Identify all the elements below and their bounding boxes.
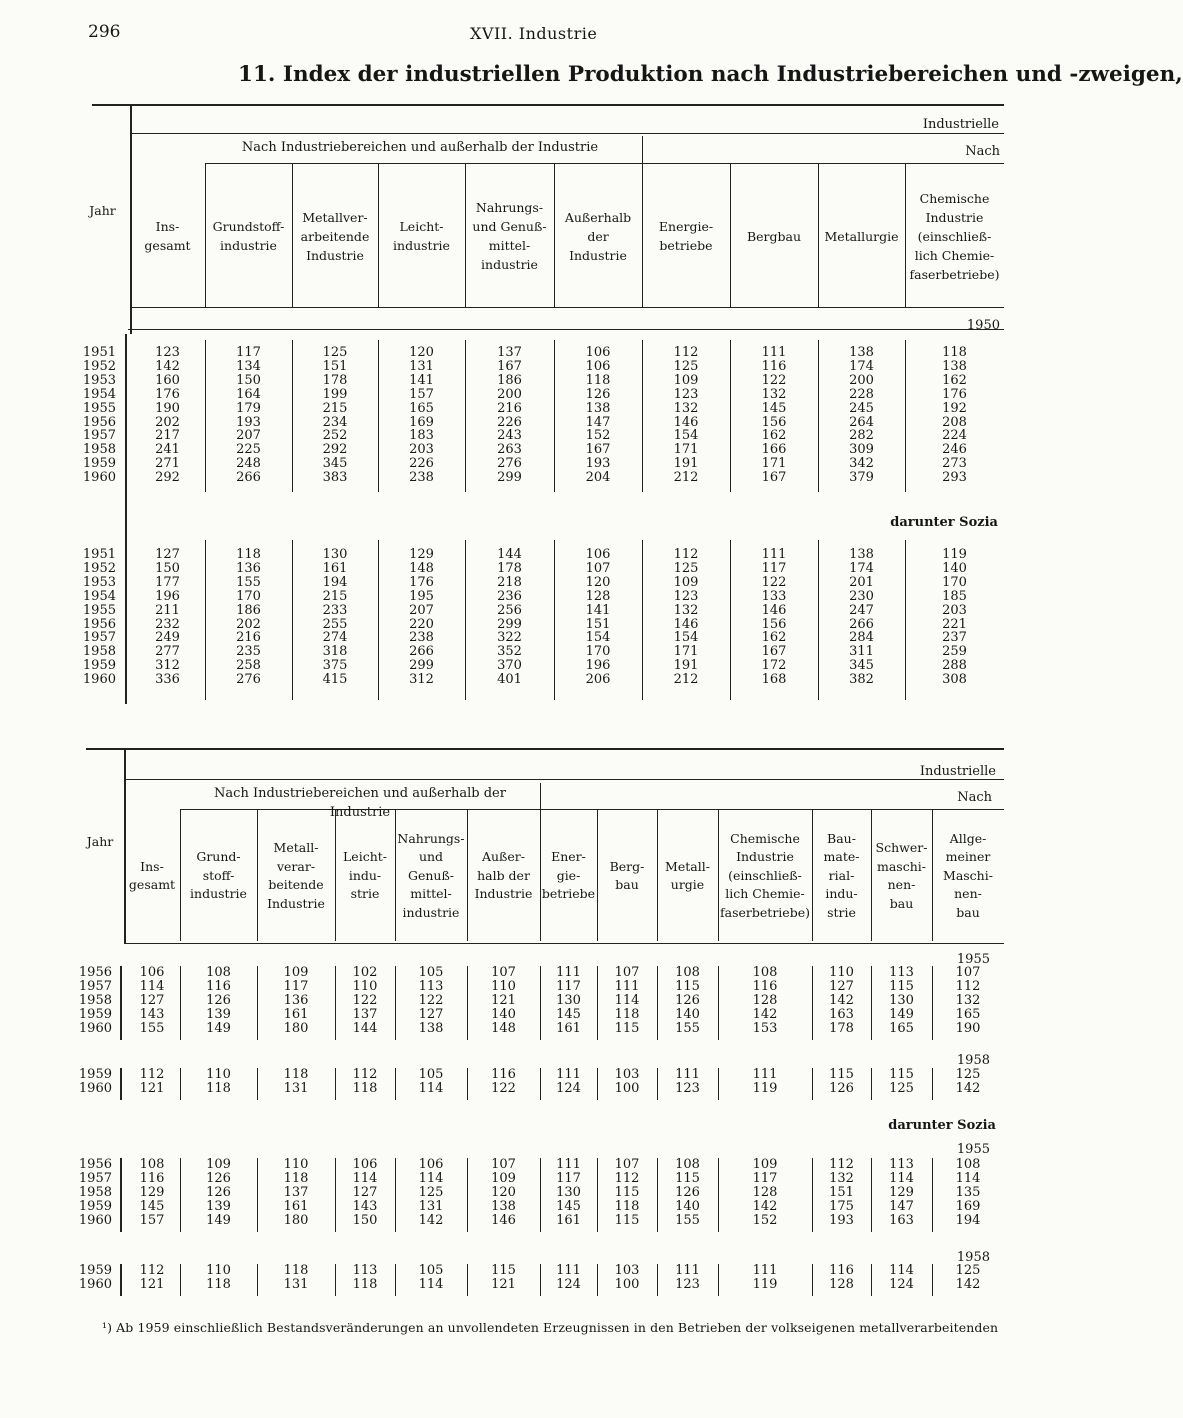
data-column: 111 117 130 145 161: [556, 1157, 581, 1228]
col-header: Leicht- industrie: [393, 219, 450, 253]
column-rule: [812, 809, 813, 941]
column-rule: [871, 809, 872, 941]
sub-label-sozia-2: darunter Sozia: [888, 1118, 996, 1133]
data-column: 111 119: [752, 1263, 778, 1292]
header-group-left: Nach Industriebereichen und außerhalb der Industrie: [241, 140, 599, 155]
column-rule: [120, 1158, 122, 1232]
data-column: 103 100: [614, 1067, 640, 1096]
data-column: 109 117 136 161 180: [283, 965, 309, 1036]
column-rule: [642, 136, 643, 307]
footnote: ¹) Ab 1959 einschließlich Bestandsveränderungen an unvollendeten Erzeugnissen in den Betrieben der volkseigenen metallverarbeitenden: [102, 1320, 999, 1335]
column-rule: [292, 163, 293, 307]
data-column: 109 117 128 142 152: [752, 1157, 778, 1228]
col-header: Außer- halb der Industrie: [474, 849, 533, 902]
data-column: 107 111 114 118 115: [614, 965, 640, 1036]
column-rule: [257, 809, 258, 941]
data-column: 111 124: [556, 1067, 581, 1096]
data-column: 119 140 170 185 203 221 237 259 288 308: [942, 547, 967, 688]
data-column: 127 150 177 196 211 232 249 277 312 336: [155, 547, 180, 688]
page-number: 296: [88, 22, 121, 42]
column-rule: [395, 809, 396, 941]
column-rule: [205, 163, 206, 307]
col-header: Schwer- maschi- nen- bau: [875, 840, 928, 911]
data-column: 118 131: [283, 1263, 309, 1292]
data-column: 116 128: [829, 1263, 854, 1292]
data-column: 120 131 141 157 165 169 183 203 226 238: [409, 345, 434, 486]
data-column: 106 114 125 131 142: [418, 1157, 444, 1228]
base-year-1955-b: 1955: [956, 1142, 990, 1157]
data-column: 125 142: [955, 1263, 981, 1292]
base-year-1950: 1950: [966, 318, 1000, 333]
col-header: Energie- betriebe: [658, 219, 714, 253]
column-rule: [818, 163, 819, 307]
data-column: 125 151 178 199 215 234 252 292 345 383: [322, 345, 348, 486]
data-column: 113 115 130 149 165: [889, 965, 914, 1036]
column-rule: [597, 809, 598, 941]
data-column: 118 131: [283, 1067, 309, 1096]
data-column: 111 116 122 132 145 156 162 166 171 167: [761, 345, 787, 486]
data-column: 105 114: [418, 1067, 444, 1096]
column-rule: [465, 163, 466, 307]
data-column: 106 107 120 128 141 151 154 170 196 206: [585, 547, 611, 688]
column-rule: [180, 809, 181, 941]
data-column: 115 126: [829, 1067, 854, 1096]
data-column: 110 118: [206, 1263, 231, 1292]
data-column: 106 114 127 143 150: [352, 1157, 378, 1228]
data-column: 105 114: [418, 1263, 444, 1292]
data-column: 118 138 162 176 192 208 224 246 273 293: [942, 345, 967, 486]
base-year-1955: 1955: [956, 952, 990, 967]
base-year-1958: 1958: [956, 1053, 990, 1068]
data-column: 115 121: [491, 1263, 516, 1292]
col-header-year-2: Jahr: [86, 834, 114, 849]
column-rule: [467, 809, 468, 941]
data-column: 125 142: [955, 1067, 981, 1096]
column-rule: [905, 163, 906, 307]
col-header: Metallurgie: [824, 228, 899, 244]
data-column: 111 124: [556, 1263, 581, 1292]
column-rule: [932, 809, 933, 941]
data-column: 118 136 155 170 186 202 216 235 258 276: [236, 547, 261, 688]
data-column: 129 148 176 195 207 220 238 266 299 312: [409, 547, 434, 688]
data-column: 108 116 129 145 157: [139, 1157, 165, 1228]
column-rule: [718, 809, 719, 941]
data-column: 106 106 118 126 138 147 152 167 193 204: [585, 345, 611, 486]
data-column: 110 118 137 161 180: [283, 1157, 309, 1228]
data-column: 111 123: [675, 1067, 700, 1096]
data-column: 138 174 200 228 245 264 282 309 342 379: [849, 345, 874, 486]
data-column: 123 142 160 176 190 202 217 241 271 292: [155, 345, 180, 486]
data-column: 111 117 122 133 146 156 162 167 172 168: [761, 547, 787, 688]
col-header: Bau- mate- rial- indu- strie: [823, 830, 860, 920]
col-header: Nahrungs- und Genuß- mittel- industrie: [397, 830, 465, 920]
data-column: 105 113 122 127 138: [418, 965, 444, 1036]
data-column: 103 100: [614, 1263, 640, 1292]
data-column: 130 161 194 215 233 255 274 318 375 415: [322, 547, 348, 688]
sub-label-sozia: darunter Sozia: [890, 515, 998, 530]
data-column: 107 110 121 140 148: [491, 965, 516, 1036]
data-column: 113 114 129 147 163: [889, 1157, 914, 1228]
column-rule: [120, 1068, 122, 1100]
column-rule: [730, 163, 731, 307]
col-header: Metallver- arbeitende Industrie: [300, 209, 370, 263]
column-rule: [120, 966, 122, 1040]
col-header: Metall- urgie: [665, 858, 710, 892]
col-header: Grund- stoff- industrie: [190, 849, 247, 902]
header-group-right-2: Nach: [957, 790, 992, 805]
data-column: 110 118: [206, 1067, 231, 1096]
header-top: Industrielle: [922, 117, 999, 132]
data-column: 137 167 186 200 216 226 243 263 276 299: [497, 345, 522, 486]
running-head: XVII. Industrie: [470, 24, 598, 43]
header-group-left-2: Nach Industriebereichen und außerhalb der Industrie: [214, 786, 506, 820]
data-column: 115 125: [889, 1067, 914, 1096]
col-header: Allge- meiner Maschi- nen- bau: [943, 830, 993, 920]
data-column: 111 119: [752, 1067, 778, 1096]
col-header: Ener- gie- betriebe: [541, 849, 596, 902]
col-header: Ins- gesamt: [144, 219, 191, 253]
years-block-a: 1956 1957 1958 1959 1960: [78, 965, 112, 1036]
data-column: 114 124: [889, 1263, 914, 1292]
base-year-1958-b: 1958: [956, 1250, 990, 1265]
data-column: 117 134 150 164 179 193 207 225 248 266: [236, 345, 261, 486]
data-column: 116 122: [491, 1067, 516, 1096]
col-header: Ins- gesamt: [128, 858, 176, 892]
data-column: 110 127 142 163 178: [829, 965, 854, 1036]
data-column: 113 118: [352, 1263, 378, 1292]
years-block-c: 1956 1957 1958 1959 1960: [78, 1157, 112, 1228]
table-title: 11. Index der industriellen Produktion nach Industriebereichen und -zweigen,: [238, 62, 1183, 87]
data-column: 108 116 126 139 149: [206, 965, 231, 1036]
header-group-right: Nach: [965, 144, 1000, 159]
data-column: 144 178 218 236 256 299 322 352 370 401: [497, 547, 522, 688]
col-header-year: Jahr: [89, 203, 116, 218]
data-column: 138 174 201 230 247 266 284 311 345 382: [849, 547, 874, 688]
data-column: 112 125 109 123 132 146 154 171 191 212: [673, 345, 699, 486]
data-column: 107 109 120 138 146: [491, 1157, 516, 1228]
data-column: 107 112 115 118 115: [614, 1157, 640, 1228]
column-rule: [378, 163, 379, 307]
data-column: 106 114 127 143 155: [139, 965, 165, 1036]
col-header: Chemische Industrie (einschließ- lich Chemie- faserbetriebe): [909, 190, 1000, 282]
data-column: 108 114 135 169 194: [955, 1157, 981, 1228]
data-column: 112 125 109 123 132 146 154 171 191 212: [673, 547, 699, 688]
col-header: Metall- verar- beitende Industrie: [267, 840, 325, 911]
col-header: Leicht- indu- strie: [343, 849, 387, 902]
data-column: 109 126 126 139 149: [206, 1157, 231, 1228]
data-column: 112 118: [352, 1067, 378, 1096]
header-top-2: Industrielle: [919, 764, 996, 779]
data-column: 112 121: [139, 1263, 165, 1292]
years-block1: 1951 1952 1953 1954 1955 1956 1957 1958 1959 1960: [82, 345, 116, 486]
years-block-b: 1959 1960: [78, 1067, 112, 1096]
col-header: Berg- bau: [609, 858, 645, 892]
column-rule: [554, 163, 555, 307]
data-column: 108 115 126 140 155: [675, 1157, 700, 1228]
column-rule: [120, 1264, 122, 1296]
col-header: Außerhalb der Industrie: [564, 209, 632, 263]
data-column: 112 121: [139, 1067, 165, 1096]
data-column: 102 110 122 137 144: [352, 965, 378, 1036]
col-header: Grundstoff- industrie: [212, 219, 285, 253]
years-block-d: 1959 1960: [78, 1263, 112, 1292]
column-rule: [657, 809, 658, 941]
column-rule: [540, 783, 541, 941]
col-header: Chemische Industrie (einschließ- lich Chemie- faserbetriebe): [720, 830, 810, 920]
column-rule: [335, 809, 336, 941]
data-column: 107 112 132 165 190: [955, 965, 981, 1036]
data-column: 112 132 151 175 193: [829, 1157, 854, 1228]
data-column: 108 115 126 140 155: [675, 965, 700, 1036]
data-column: 111 123: [675, 1263, 700, 1292]
data-column: 111 117 130 145 161: [556, 965, 581, 1036]
years-block2: 1951 1952 1953 1954 1955 1956 1957 1958 1959 1960: [82, 547, 116, 688]
col-header: Bergbau: [746, 228, 802, 244]
data-column: 108 116 128 142 153: [752, 965, 778, 1036]
col-header: Nahrungs- und Genuß- mittel- industrie: [472, 200, 547, 272]
